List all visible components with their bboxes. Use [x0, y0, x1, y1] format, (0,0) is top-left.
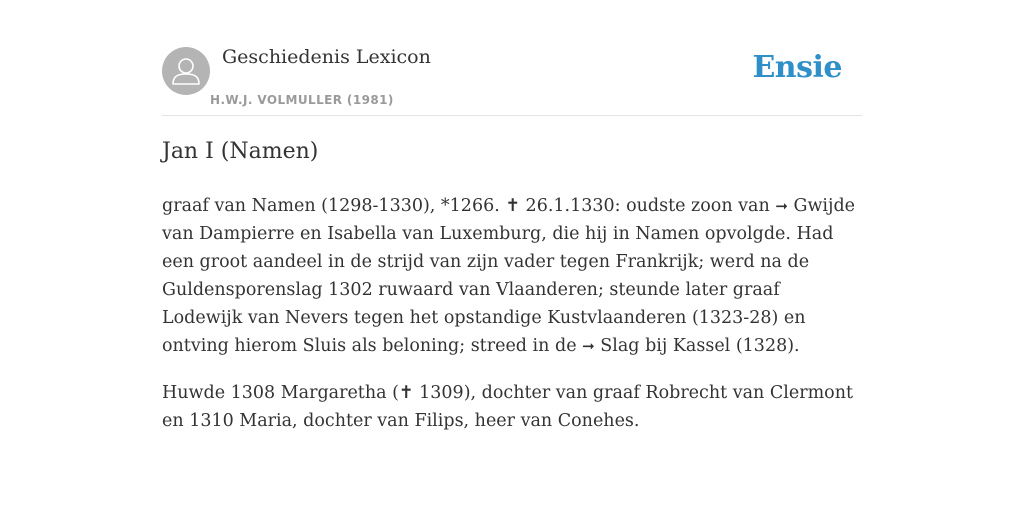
entry-paragraph-1	[162, 192, 862, 360]
arrow-right-icon: ➞	[582, 337, 595, 355]
paragraph-text: graaf van Namen (1298-1330), *1266. ✝ 26.1.1330: oudste zoon van	[162, 196, 776, 216]
ensie-logo[interactable]: Ensie	[752, 50, 842, 85]
ref-link-gwijde-van-dampierre[interactable]: Gwijde van Dampierre	[162, 196, 856, 244]
entry-title: Jan I (Namen)	[162, 139, 319, 164]
arrow-right-icon: ➞	[775, 197, 788, 215]
header	[162, 0, 862, 116]
author-credit[interactable]: H.W.J. VOLMULLER (1981)	[210, 93, 394, 107]
paragraph-text: (1328).	[730, 336, 800, 356]
lexicon-title-link[interactable]: Geschiedenis Lexicon	[222, 46, 431, 68]
entry-body	[162, 192, 862, 454]
user-avatar-icon[interactable]	[162, 47, 210, 95]
entry-paragraph-2: Huwde 1308 Margaretha (✝ 1309), dochter van graaf Robrecht van Clermont en 1310 Maria, dochter van Filips, heer van Conehes.	[162, 383, 854, 431]
page-container	[162, 0, 862, 431]
ref-link-slag-bij-kassel[interactable]: Slag bij Kassel	[600, 336, 731, 356]
paragraph-text: en Isabella van Luxemburg, die hij in Namen opvolgde. Had een groot aandeel in de strijd van zijn vader tegen Frankrijk; werd na de Guldensporenslag 1302 ruwaard van Vlaanderen; steunde later graaf Lodewijk van Nevers tegen het opstandige Kustvlaanderen (1323-28) en ontving hierom Sluis als beloning; streed in de	[162, 224, 834, 356]
